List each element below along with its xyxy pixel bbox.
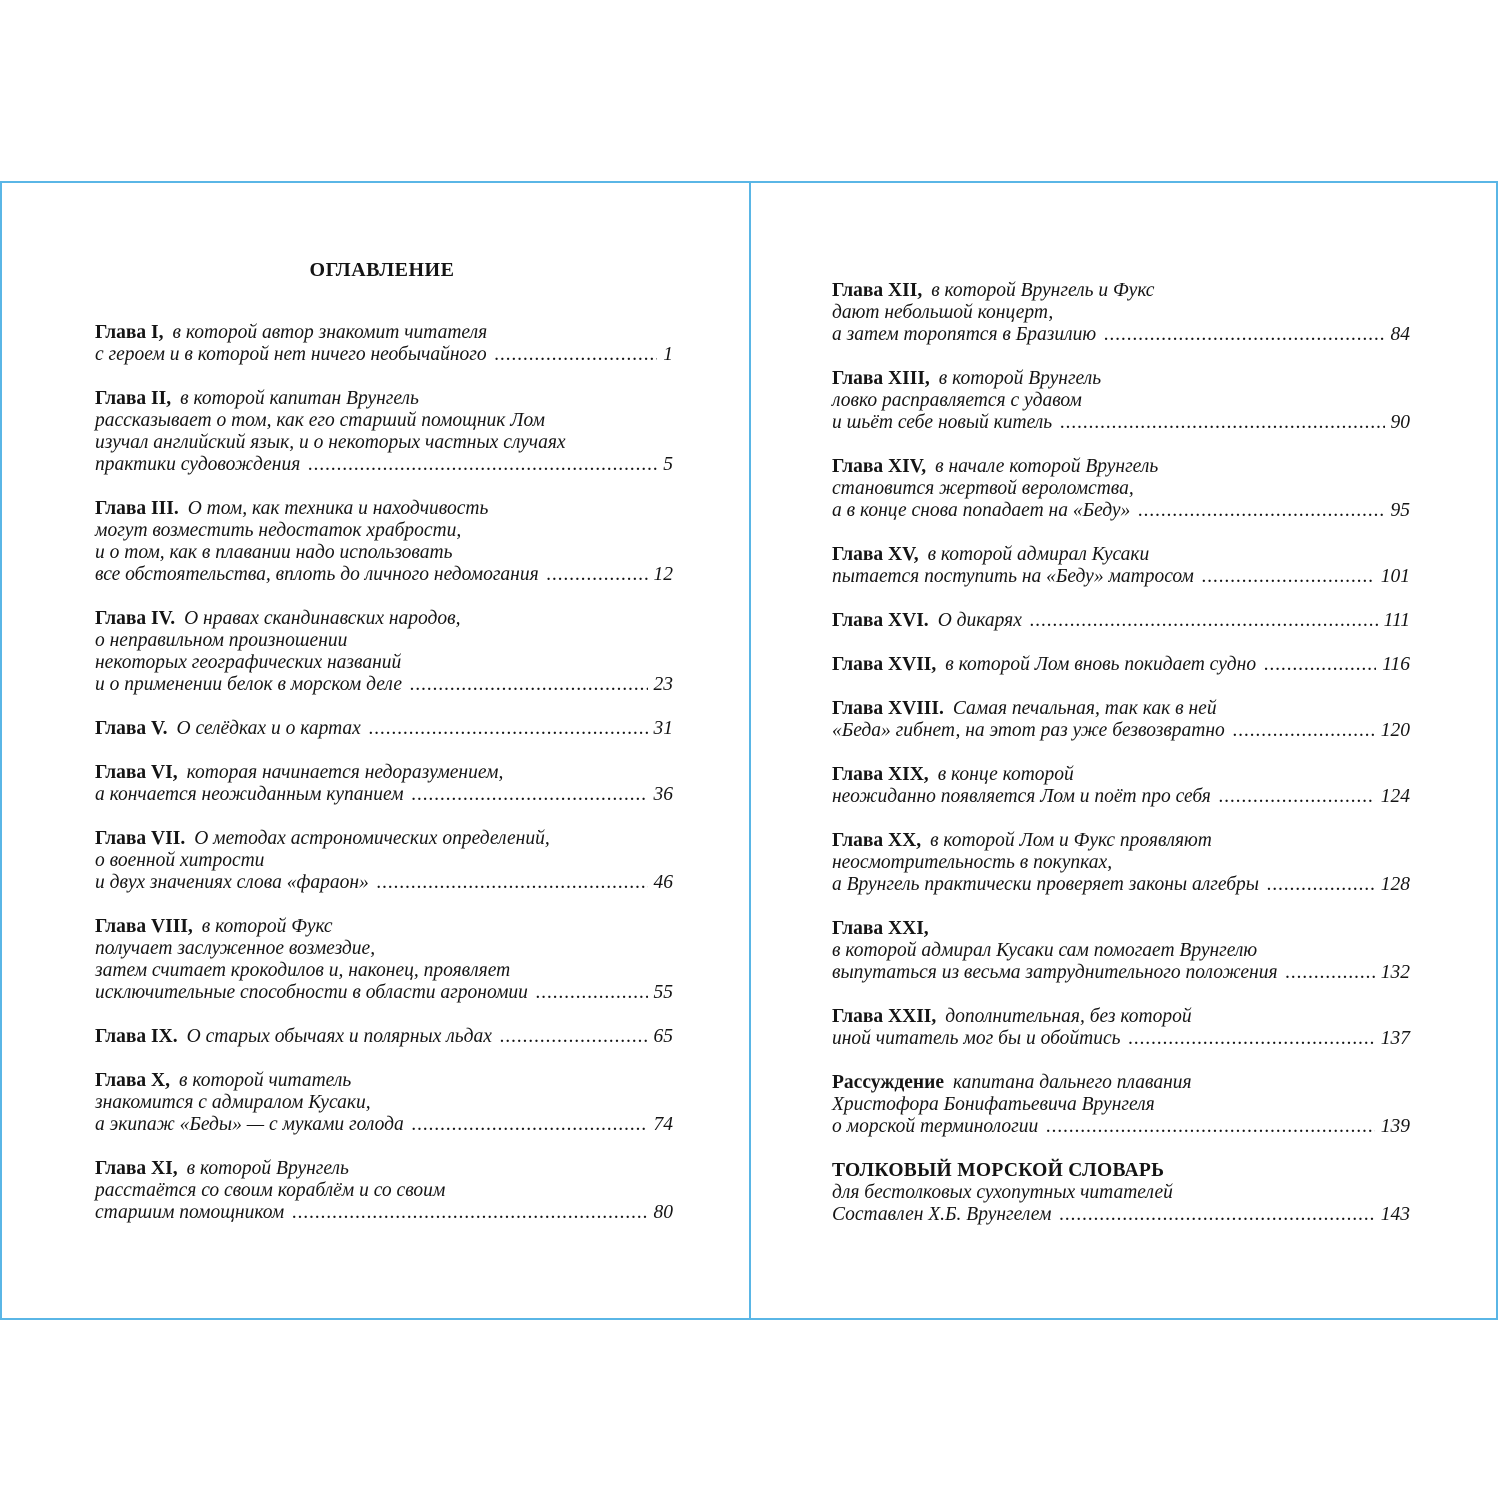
entry-text: в которой Лом и Фукс проявляют <box>930 830 1212 851</box>
page-number: 46 <box>653 872 673 893</box>
toc-entry[interactable] <box>832 918 1410 984</box>
chapter-label: Глава X, <box>95 1070 171 1091</box>
entry-text: неожиданно появляется Лом и поёт про себя <box>832 786 1211 807</box>
chapter-label: Глава XVIII. <box>832 698 944 719</box>
entry-text: изучал английский язык, и о некоторых частных случаях <box>95 432 566 453</box>
page-number: 111 <box>1383 610 1410 631</box>
chapter-label: Глава XIII, <box>832 368 930 389</box>
toc-entry[interactable] <box>832 610 1410 632</box>
page-number: 74 <box>653 1114 673 1135</box>
entry-line <box>95 718 673 740</box>
page-number: 31 <box>653 718 673 739</box>
entry-text: в которой Врунгель <box>186 1158 349 1179</box>
entry-line <box>832 654 1410 676</box>
entry-line <box>95 960 673 982</box>
toc-entry[interactable] <box>95 762 673 806</box>
toc-entry[interactable] <box>832 830 1410 896</box>
chapter-label: Глава XIV, <box>832 456 927 477</box>
entry-line <box>832 390 1410 412</box>
toc-entry[interactable] <box>832 1072 1410 1138</box>
entry-line <box>832 544 1410 566</box>
entry-line <box>95 564 673 586</box>
chapter-label: Рассуждение <box>832 1072 944 1093</box>
chapter-label: Глава V. <box>95 718 168 739</box>
dot-leader <box>1104 324 1384 346</box>
entry-text: Христофора Бонифатьевича Врунгеля <box>832 1094 1155 1115</box>
entry-text: а Врунгель практически проверяет законы алгебры <box>832 874 1259 895</box>
entry-text: «Беда» гибнет, на этот раз уже безвозвратно <box>832 720 1225 741</box>
entry-text: иной читатель мог бы и обойтись <box>832 1028 1121 1049</box>
entry-line <box>832 940 1410 962</box>
glossary-entry[interactable] <box>832 1160 1410 1226</box>
entry-line <box>95 850 673 872</box>
dot-leader <box>410 674 647 696</box>
toc-entry[interactable] <box>95 608 673 696</box>
page-number: 101 <box>1380 566 1410 587</box>
entry-line <box>832 1160 1410 1182</box>
entry-text: в которой адмирал Кусаки сам помогает Врунгелю <box>832 940 1258 961</box>
page-number: 23 <box>653 674 673 695</box>
dot-leader <box>1233 720 1375 742</box>
entry-text: и двух значениях слова «фараон» <box>95 872 369 893</box>
entry-line <box>832 478 1410 500</box>
entry-text: исключительные способности в области агрономии <box>95 982 528 1003</box>
glossary-heading: ТОЛКОВЫЙ МОРСКОЙ СЛОВАРЬ <box>832 1160 1165 1181</box>
page-fold <box>749 183 751 1318</box>
dot-leader <box>1286 962 1375 984</box>
entry-text: в конце которой <box>937 764 1074 785</box>
entry-text: в которой Врунгель <box>938 368 1102 389</box>
entry-line <box>832 1006 1410 1028</box>
book-spread <box>0 181 1498 1320</box>
entry-text: а в конце снова попадает на «Беду» <box>832 500 1131 521</box>
entry-text: О старых обычаях и полярных льдах <box>186 1026 492 1047</box>
entry-text: ловко расправляется с удавом <box>832 390 1082 411</box>
toc-entry[interactable] <box>95 388 673 476</box>
toc-entry[interactable] <box>95 322 673 366</box>
entry-line <box>832 698 1410 720</box>
entry-text: Самая печальная, так как в ней <box>952 698 1217 719</box>
entry-text: могут возместить недостаток храбрости, <box>95 520 462 541</box>
entry-line <box>95 1180 673 1202</box>
entry-text: о морской терминологии <box>832 1116 1039 1137</box>
entry-text: с героем и в которой нет ничего необычайного <box>95 344 487 365</box>
entry-line <box>95 1092 673 1114</box>
entry-text: О селёдках и о картах <box>176 718 361 739</box>
entry-text: получает заслуженное возмездие, <box>95 938 376 959</box>
page-number: 139 <box>1380 1116 1410 1137</box>
page-number: 90 <box>1390 412 1410 433</box>
entry-text: в которой капитан Врунгель <box>180 388 419 409</box>
entry-text: и о том, как в плавании надо использовать <box>95 542 453 563</box>
entry-text: все обстоятельства, вплоть до личного недомогания <box>95 564 539 585</box>
entry-line <box>832 720 1410 742</box>
toc-entry[interactable] <box>832 698 1410 742</box>
entry-text: дают небольшой концерт, <box>832 302 1054 323</box>
dot-leader <box>369 718 648 740</box>
page-number: 137 <box>1380 1028 1410 1049</box>
toc-entry[interactable] <box>832 456 1410 522</box>
toc-entry[interactable] <box>95 1158 673 1224</box>
entry-line <box>95 432 673 454</box>
page-number: 80 <box>653 1202 673 1223</box>
page-number: 132 <box>1380 962 1410 983</box>
entry-text: расстаётся со своим кораблём и со своим <box>95 1180 446 1201</box>
dot-leader <box>1202 566 1375 588</box>
entry-text: в которой Фукс <box>201 916 333 937</box>
entry-line <box>832 764 1410 786</box>
entry-line <box>95 982 673 1004</box>
page-number: 120 <box>1380 720 1410 741</box>
entry-line <box>832 1204 1410 1226</box>
entry-text: в которой читатель <box>179 1070 352 1091</box>
entry-line <box>832 786 1410 808</box>
dot-leader <box>1267 874 1375 896</box>
entry-line <box>95 652 673 674</box>
entry-line <box>832 1028 1410 1050</box>
entry-text: О нравах скандинавских народов, <box>184 608 461 629</box>
dot-leader <box>377 872 648 894</box>
entry-text: знакомится с адмиралом Кусаки, <box>95 1092 371 1113</box>
entry-text: в которой Лом вновь покидает судно <box>945 654 1257 675</box>
chapter-label: Глава III. <box>95 498 179 519</box>
toc-entry[interactable] <box>832 1006 1410 1050</box>
toc-entry[interactable] <box>832 544 1410 588</box>
entry-text: становится жертвой вероломства, <box>832 478 1134 499</box>
entry-text: пытается поступить на «Беду» матросом <box>832 566 1194 587</box>
chapter-label: Глава I, <box>95 322 164 343</box>
entry-text: о неправильном произношении <box>95 630 348 651</box>
entry-line <box>832 566 1410 588</box>
entry-line <box>832 874 1410 896</box>
entry-line <box>832 962 1410 984</box>
toc-entry[interactable] <box>832 368 1410 434</box>
toc-entry[interactable] <box>832 654 1410 676</box>
entry-text: старшим помощником <box>95 1202 285 1223</box>
entry-text: в начале которой Врунгель <box>935 456 1159 477</box>
page-number: 55 <box>653 982 673 1003</box>
chapter-label: Глава VII. <box>95 828 186 849</box>
page-number: 116 <box>1382 654 1410 675</box>
toc-entry[interactable] <box>832 764 1410 808</box>
page-number: 84 <box>1390 324 1410 345</box>
entry-line <box>832 302 1410 324</box>
page-number: 12 <box>653 564 673 585</box>
dot-leader <box>1030 610 1378 632</box>
entry-line <box>95 762 673 784</box>
entry-line <box>95 542 673 564</box>
entry-text: в которой Врунгель и Фукс <box>931 280 1155 301</box>
chapter-label: Глава XV, <box>832 544 919 565</box>
entry-line <box>95 410 673 432</box>
dot-leader <box>1138 500 1384 522</box>
entry-line <box>95 498 673 520</box>
chapter-label: Глава IX. <box>95 1026 178 1047</box>
right-toc-list <box>832 280 1410 1248</box>
dot-leader <box>412 784 648 806</box>
chapter-label: Глава XXII, <box>832 1006 937 1027</box>
entry-line <box>832 368 1410 390</box>
chapter-label: Глава IV. <box>95 608 176 629</box>
page-number: 143 <box>1380 1204 1410 1225</box>
entry-text: и шьёт себе новый китель <box>832 412 1053 433</box>
entry-text: некоторых географических названий <box>95 652 402 673</box>
dot-leader <box>1264 654 1376 676</box>
chapter-label: Глава XVI. <box>832 610 929 631</box>
toc-entry[interactable] <box>832 280 1410 346</box>
entry-line <box>832 1182 1410 1204</box>
dot-leader <box>1129 1028 1375 1050</box>
left-toc-list <box>95 322 673 1246</box>
entry-line <box>95 630 673 652</box>
chapter-label: Глава XI, <box>95 1158 178 1179</box>
dot-leader <box>500 1026 648 1048</box>
entry-text: и о применении белок в морском деле <box>95 674 403 695</box>
toc-entry[interactable] <box>95 718 673 740</box>
entry-line <box>95 608 673 630</box>
entry-text: которая начинается недоразумением, <box>186 762 504 783</box>
entry-line <box>832 280 1410 302</box>
dot-leader <box>412 1114 648 1136</box>
entry-text: дополнительная, без которой <box>945 1006 1192 1027</box>
entry-text: неосмотрительность в покупках, <box>832 852 1113 873</box>
chapter-label: Глава XVII, <box>832 654 937 675</box>
chapter-label: Глава VIII, <box>95 916 193 937</box>
entry-text: а экипаж «Беды» — с муками голода <box>95 1114 404 1135</box>
entry-line <box>95 872 673 894</box>
entry-text: О методах астрономических определений, <box>194 828 550 849</box>
entry-text: для бестолковых сухопутных читателей <box>832 1182 1173 1203</box>
entry-text: а кончается неожиданным купанием <box>95 784 404 805</box>
entry-text: практики судовождения <box>95 454 301 475</box>
entry-line <box>832 918 1410 940</box>
toc-entry[interactable] <box>95 1026 673 1048</box>
entry-text: выпутаться из весьма затруднительного положения <box>832 962 1278 983</box>
entry-line <box>95 520 673 542</box>
entry-line <box>95 388 673 410</box>
chapter-label: Глава XII, <box>832 280 923 301</box>
entry-line <box>832 1094 1410 1116</box>
toc-entry[interactable] <box>95 498 673 586</box>
dot-leader <box>308 454 657 476</box>
entry-text: О том, как техника и находчивость <box>187 498 489 519</box>
entry-line <box>832 324 1410 346</box>
dot-leader <box>1059 1204 1374 1226</box>
toc-entry[interactable] <box>95 828 673 894</box>
entry-line <box>95 674 673 696</box>
entry-line <box>95 784 673 806</box>
dot-leader <box>547 564 648 586</box>
entry-text: затем считает крокодилов и, наконец, проявляет <box>95 960 511 981</box>
entry-line <box>95 344 673 366</box>
entry-line <box>95 916 673 938</box>
entry-line <box>95 1026 673 1048</box>
toc-entry[interactable] <box>95 1070 673 1136</box>
entry-line <box>832 500 1410 522</box>
entry-line <box>95 1158 673 1180</box>
entry-line <box>95 1114 673 1136</box>
page-number: 1 <box>663 344 673 365</box>
entry-text: а затем торопятся в Бразилию <box>832 324 1097 345</box>
dot-leader <box>1046 1116 1375 1138</box>
page-number: 95 <box>1390 500 1410 521</box>
page-edge-left <box>0 183 2 1318</box>
page-number: 128 <box>1380 874 1410 895</box>
entry-line <box>832 610 1410 632</box>
entry-text: капитана дальнего плавания <box>953 1072 1192 1093</box>
toc-title: ОГЛАВЛЕНИЕ <box>309 259 455 281</box>
entry-text: в которой адмирал Кусаки <box>927 544 1150 565</box>
dot-leader <box>292 1202 647 1224</box>
entry-text: в которой автор знакомит читателя <box>172 322 488 343</box>
chapter-label: Глава VI, <box>95 762 178 783</box>
dot-leader <box>536 982 648 1004</box>
entry-text: о военной хитрости <box>95 850 265 871</box>
entry-line <box>832 1072 1410 1094</box>
page-number: 124 <box>1380 786 1410 807</box>
entry-line <box>95 828 673 850</box>
chapter-label: Глава XIX, <box>832 764 929 785</box>
entry-text: рассказывает о том, как его старший помощник Лом <box>95 410 545 431</box>
entry-line <box>95 1202 673 1224</box>
chapter-label: Глава II, <box>95 388 172 409</box>
dot-leader <box>1219 786 1375 808</box>
entry-line <box>832 412 1410 434</box>
entry-line <box>832 830 1410 852</box>
dot-leader <box>1060 412 1384 434</box>
entry-line <box>832 852 1410 874</box>
entry-line <box>832 1116 1410 1138</box>
toc-entry[interactable] <box>95 916 673 1004</box>
entry-text: О дикарях <box>937 610 1022 631</box>
entry-line <box>95 938 673 960</box>
entry-line <box>95 454 673 476</box>
entry-line <box>95 322 673 344</box>
page-number: 5 <box>663 454 673 475</box>
entry-text: Составлен Х.Б. Врунгелем <box>832 1204 1052 1225</box>
chapter-label: Глава XXI, <box>832 918 929 939</box>
page-edge-right <box>1496 183 1498 1318</box>
page-number: 65 <box>653 1026 673 1047</box>
entry-line <box>832 456 1410 478</box>
dot-leader <box>495 344 658 366</box>
page-number: 36 <box>653 784 673 805</box>
entry-line <box>95 1070 673 1092</box>
chapter-label: Глава XX, <box>832 830 922 851</box>
